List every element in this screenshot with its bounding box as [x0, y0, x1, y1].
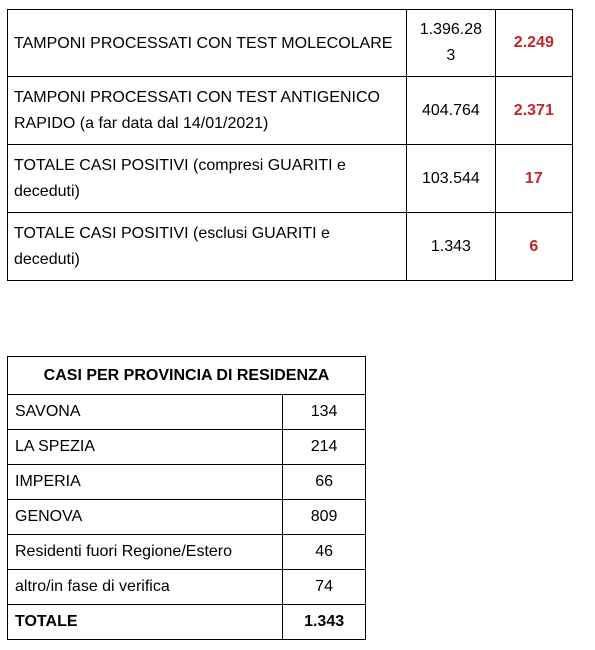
province-name: SAVONA	[8, 395, 283, 430]
summary-delta-text: 17	[524, 169, 543, 187]
summary-value-text: 103.544	[421, 169, 480, 187]
province-count: 66	[283, 465, 366, 500]
summary-value-line1: 1.396.28	[419, 21, 482, 38]
table-row	[8, 570, 366, 605]
summary-delta	[495, 213, 572, 281]
summary-value	[407, 145, 496, 213]
province-name: Residenti fuori Regione/Estero	[8, 535, 283, 570]
summary-row-total-including	[8, 145, 573, 213]
province-name: IMPERIA	[8, 465, 283, 500]
summary-value	[407, 10, 496, 77]
summary-label-line1: TAMPONI PROCESSATI CON TEST ANTIGENICO	[14, 89, 380, 106]
summary-label	[8, 77, 407, 145]
summary-row-total-excluding	[8, 213, 573, 281]
summary-value-line2: 3	[446, 47, 456, 64]
summary-value-text: 1.343	[430, 237, 471, 255]
province-total-count: 1.343	[283, 605, 366, 640]
province-count: 134	[283, 395, 366, 430]
summary-label-line2: deceduti)	[14, 183, 80, 200]
province-count: 214	[283, 430, 366, 465]
summary-delta	[495, 10, 572, 77]
province-name: altro/in fase di verifica	[8, 570, 283, 605]
province-name: GENOVA	[8, 500, 283, 535]
summary-label-line1: TOTALE CASI POSITIVI (esclusi GUARITI e	[14, 225, 330, 242]
province-count: 809	[283, 500, 366, 535]
summary-table	[7, 9, 573, 281]
summary-delta-text: 2.371	[513, 101, 554, 119]
summary-delta-text: 6	[529, 237, 539, 255]
summary-delta-text: 2.249	[513, 34, 554, 51]
province-total-row	[8, 605, 366, 640]
province-table-header: CASI PER PROVINCIA DI RESIDENZA	[8, 357, 366, 395]
summary-delta	[495, 145, 572, 213]
summary-delta	[495, 77, 572, 145]
summary-row-antigenic	[8, 77, 573, 145]
summary-label-text: TAMPONI PROCESSATI CON TEST MOLECOLARE	[14, 34, 393, 52]
province-header-row	[8, 357, 366, 395]
province-total-label: TOTALE	[8, 605, 283, 640]
province-count: 74	[283, 570, 366, 605]
summary-value	[407, 77, 496, 145]
province-count: 46	[283, 535, 366, 570]
province-name: LA SPEZIA	[8, 430, 283, 465]
summary-label-line1: TOTALE CASI POSITIVI (compresi GUARITI e	[14, 157, 346, 174]
summary-label	[8, 10, 407, 77]
province-table	[7, 356, 366, 640]
table-row	[8, 465, 366, 500]
summary-label-line2: RAPIDO (a far data dal 14/01/2021)	[14, 115, 269, 132]
table-row	[8, 430, 366, 465]
table-row	[8, 535, 366, 570]
summary-row-molecular	[8, 10, 573, 77]
table-row	[8, 500, 366, 535]
summary-label	[8, 213, 407, 281]
summary-label	[8, 145, 407, 213]
summary-label-line2: deceduti)	[14, 251, 80, 268]
summary-value-text: 404.764	[421, 101, 480, 119]
table-row	[8, 395, 366, 430]
summary-value	[407, 213, 496, 281]
